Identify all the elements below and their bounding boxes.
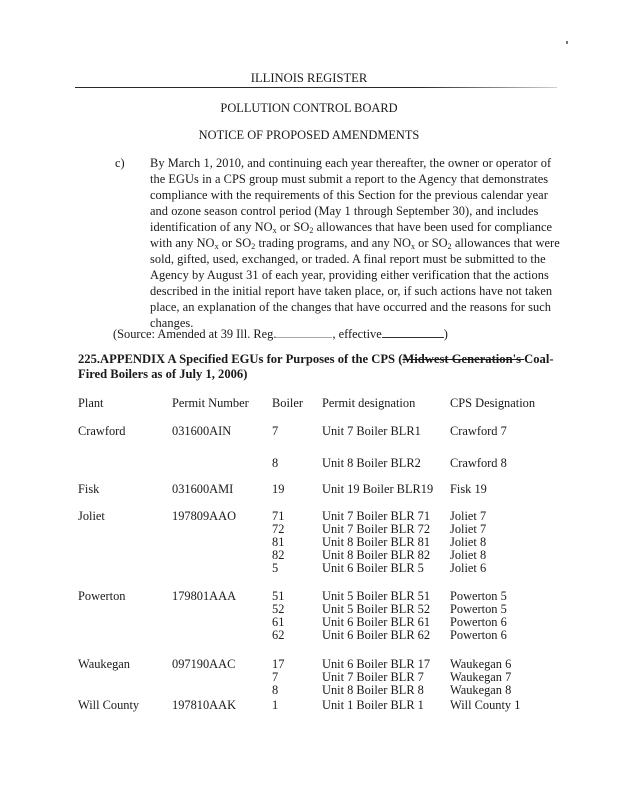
cell-boiler: 61 (272, 615, 285, 629)
cell-boiler: 71 (272, 509, 285, 523)
text-segment: identification of any NO (150, 220, 273, 234)
cell-cps: Will County 1 (450, 698, 521, 712)
paragraph-line (150, 236, 560, 251)
cell-boiler: 5 (272, 561, 279, 575)
subscript: x (272, 226, 277, 235)
cell-designation: Unit 7 Boiler BLR 7 (322, 670, 424, 684)
cell-plant: Fisk (78, 482, 100, 496)
cell-boiler: 8 (272, 683, 279, 697)
paragraph-line: Agency by August 31 of each year, providing either verification that the actions (150, 268, 549, 282)
reg-blank (276, 327, 332, 338)
col-header-plant: Plant (78, 396, 104, 410)
subscript: x (214, 242, 219, 251)
header-rule-fade (420, 87, 557, 88)
cell-designation: Unit 7 Boiler BLR1 (322, 424, 421, 438)
text-segment: or SO (276, 220, 310, 234)
subscript: x (410, 242, 416, 251)
paragraph-line: changes. (150, 316, 194, 330)
text-segment: or SO (415, 236, 448, 250)
paragraph-line: the EGUs in a CPS group must submit a report to the Agency that demonstrates (150, 172, 549, 186)
appendix-title-deleted: Midwest Generation's (402, 352, 525, 366)
cell-cps: Joliet 7 (450, 509, 487, 523)
cell-plant: Powerton (78, 589, 126, 603)
cell-boiler: 8 (272, 456, 279, 470)
cell-plant: Waukegan (78, 657, 130, 671)
cell-plant: Will County (78, 698, 140, 712)
subscript: 2 (447, 242, 452, 251)
cell-permit: 197810AAK (172, 698, 237, 712)
cell-boiler: 51 (272, 589, 285, 603)
cell-cps: Joliet 8 (450, 548, 487, 562)
cell-designation: Unit 7 Boiler BLR 72 (322, 522, 431, 536)
col-header-permit-number: Permit Number (172, 396, 249, 410)
cell-boiler: 1 (272, 698, 279, 712)
cell-designation: Unit 19 Boiler BLR19 (322, 482, 434, 496)
text-segment: trading programs, and any NO (255, 236, 411, 250)
cell-designation: Unit 6 Boiler BLR 5 (322, 561, 424, 575)
subscript: 2 (251, 242, 256, 251)
cell-cps: Joliet 6 (450, 561, 487, 575)
cell-designation: Unit 6 Boiler BLR 62 (322, 628, 431, 642)
cell-designation: Unit 6 Boiler BLR 17 (322, 657, 431, 671)
cell-boiler: 62 (272, 628, 285, 642)
cell-plant: Joliet (78, 509, 105, 523)
cell-designation: Unit 5 Boiler BLR 52 (322, 602, 431, 616)
appendix-title-line2: Fired Boilers as of July 1, 2006) (78, 367, 248, 381)
cell-cps: Powerton 6 (450, 615, 507, 629)
appendix-title-text-2: Coal- (524, 352, 554, 366)
appendix-title-text: 225.APPENDIX A Specified EGUs for Purposes of the CPS ( (78, 352, 403, 366)
cell-cps: Powerton 6 (450, 628, 507, 642)
text-segment: with any NO (150, 236, 215, 250)
paragraph-line: place, an explanation of the changes that have occurred and the reasons for such (150, 300, 552, 314)
paragraph-line: sold, gifted, used, exchanged, or traded. A final report must be submitted to the (150, 252, 546, 266)
cell-cps: Waukegan 8 (450, 683, 512, 697)
cell-boiler: 7 (272, 424, 279, 438)
source-note (113, 327, 448, 342)
cell-boiler: 52 (272, 602, 285, 616)
cell-cps: Crawford 8 (450, 456, 507, 470)
cell-designation: Unit 8 Boiler BLR 8 (322, 683, 424, 697)
appendix-title (78, 352, 554, 367)
source-middle: , effective (332, 327, 382, 341)
cell-plant: Crawford (78, 424, 126, 438)
cell-designation: Unit 1 Boiler BLR 1 (322, 698, 424, 712)
register-heading: ILLINOIS REGISTER (250, 71, 368, 85)
cell-boiler: 81 (272, 535, 285, 549)
source-prefix: (Source: Amended at 39 Ill. Reg. (113, 327, 277, 341)
cell-permit: 031600AIN (172, 424, 232, 438)
cell-cps: Crawford 7 (450, 424, 507, 438)
col-header-permit-designation: Permit designation (322, 396, 416, 410)
text-segment: allowances that have been used for compliance (313, 220, 553, 234)
cell-cps: Powerton 5 (450, 589, 507, 603)
cell-designation: Unit 6 Boiler BLR 61 (322, 615, 431, 629)
cell-boiler: 7 (272, 670, 279, 684)
notice-heading: NOTICE OF PROPOSED AMENDMENTS (198, 128, 420, 142)
board-heading: POLLUTION CONTROL BOARD (220, 101, 398, 115)
cell-cps: Waukegan 7 (450, 670, 512, 684)
cell-cps: Fisk 19 (450, 482, 487, 496)
paragraph-line: By March 1, 2010, and continuing each year thereafter, the owner or operator of (150, 156, 552, 170)
effective-blank (382, 327, 444, 338)
text-segment: or SO (218, 236, 252, 250)
cell-designation: Unit 7 Boiler BLR 71 (322, 509, 431, 523)
col-header-cps-designation: CPS Designation (450, 396, 536, 410)
cell-cps: Waukegan 6 (450, 657, 512, 671)
cell-designation: Unit 8 Boiler BLR2 (322, 456, 421, 470)
paragraph-line: compliance with the requirements of this Section for the previous calendar year (150, 188, 548, 202)
cell-designation: Unit 8 Boiler BLR 81 (322, 535, 431, 549)
cell-boiler: 17 (272, 657, 285, 671)
cell-boiler: 19 (272, 482, 285, 496)
paragraph-line: described in the initial report have taken place, or, if such actions have not taken (150, 284, 553, 298)
col-header-boiler: Boiler (272, 396, 303, 410)
cell-permit: 097190AAC (172, 657, 236, 671)
cell-cps: Joliet 7 (450, 522, 487, 536)
scan-speck (566, 41, 568, 44)
subscript: 2 (309, 226, 314, 235)
cell-designation: Unit 5 Boiler BLR 51 (322, 589, 431, 603)
paragraph-line: and ozone season control period (May 1 through September 30), and includes (150, 204, 539, 218)
cell-boiler: 72 (272, 522, 285, 536)
cell-cps: Joliet 8 (450, 535, 487, 549)
cell-cps: Powerton 5 (450, 602, 507, 616)
cell-permit: 197809AAO (172, 509, 237, 523)
cell-permit: 031600AMI (172, 482, 234, 496)
cell-boiler: 82 (272, 548, 285, 562)
text-segment: allowances that were (451, 236, 560, 250)
cell-permit: 179801AAA (172, 589, 237, 603)
paragraph-line (150, 220, 552, 235)
cell-designation: Unit 8 Boiler BLR 82 (322, 548, 431, 562)
section-label: c) (115, 156, 125, 170)
source-suffix: ) (443, 327, 448, 341)
